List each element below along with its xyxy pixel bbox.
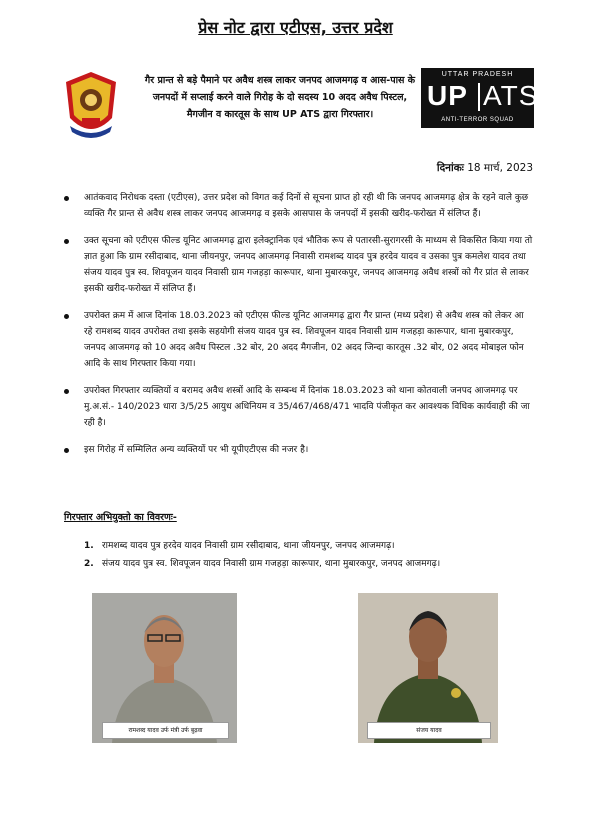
accused-number: 2.	[84, 559, 94, 569]
photo-caption: रामशब्द यादव उर्फ मंत्री उर्फ बुढ़वा	[102, 722, 229, 739]
person-photo-icon	[92, 593, 237, 743]
bullet-text: उक्त सूचना को एटीएस फील्ड यूनिट आजमगढ़ द्वारा इलेक्ट्रानिक एवं भौतिक रूप से पतारसी-सुरागरसी के माध्यम से विकसित किया गया तो ज्ञात हुआ कि ग्राम रसीदाबाद, थाना जीयनपुर, जनपद आजमगढ़ निवासी रामशब्द यादव पुत्र हरदेव यादव व उसका पुत्र कमलेश यादव तथा संजय यादव पुत्र स्व. शिवपूजन यादव निवासी ग्राम गजहड़ा कारूपार, थाना मुबारकपुर, जनपद आजमगढ़ अवैध शस्त्रों को गैर प्रांत से लाकर इसकी खरीद-फरोख्त में संलिप्त हैं।	[84, 236, 533, 294]
accused-photo-2	[358, 593, 498, 743]
bullet-text: आतंकवाद निरोधक दस्ता (एटीएस), उत्तर प्रदेश को विगत कई दिनों से सूचना प्राप्त हो रही थी कि जनपद आजमगढ़ क्षेत्र के रहने वाले कुछ व्यक्ति गैर प्रान्त से अवैध शस्त्र लाकर जनपद आजमगढ़ व इसके आसपास के जनपदों में इसकी खरीद-फरोख्त में संलिप्त हैं।	[84, 193, 529, 219]
bullet-dot-icon	[64, 389, 69, 394]
ats-logo-up-text: UP	[427, 80, 468, 111]
bullet-item	[64, 442, 534, 458]
accused-text: रामशब्द यादव पुत्र हरदेव यादव निवासी ग्राम रसीदाबाद, थाना जीयनपुर, जनपद आजमगढ़।	[102, 541, 395, 551]
ats-logo-ats-text: ATS	[483, 80, 539, 111]
date-label: दिनांकः	[436, 162, 464, 174]
date-line	[437, 161, 533, 175]
date-value: 18 मार्च, 2023	[467, 162, 533, 174]
bullet-text: इस गिरोह में सम्मिलित अन्य व्यक्तियों पर भी यूपीएटीएस की नजर है।	[84, 445, 309, 455]
accused-photo-1	[92, 593, 237, 743]
bullet-text: उपरोक्त गिरफ्तार व्यक्तियों व बरामद अवैध शस्त्रों आदि के सम्बन्ध में दिनांक 18.03.2023 को थाना कोतवाली जनपद आजमगढ़ पर मु.अ.सं.- 140/2023 धारा 3/5/25 आयुध अधिनियम व 35/467/468/471 भादवि पंजीकृत कर आवश्यक विधिक कार्यवाही की जा रही है।	[84, 386, 530, 428]
accused-item	[84, 538, 440, 554]
details-heading: गिरफ्तार अभियुक्तो का विवरणः-	[64, 512, 177, 523]
bullet-dot-icon	[64, 314, 69, 319]
bullet-item	[64, 383, 534, 431]
page-title: प्रेस नोट द्वारा एटीएस, उत्तर प्रदेश	[198, 18, 393, 37]
ats-logo-top-text: UTTAR PRADESH	[441, 71, 514, 78]
bullet-text: उपरोक्त क्रम में आज दिनांक 18.03.2023 को एटीएस फील्ड यूनिट आजमगढ़ द्वारा गैर प्रान्त (मध्य प्रदेश) से अवैध शस्त्र को लेकर आ रहे रामशब्द यादव उपरोक्त तथा इसके सहयोगी संजय यादव पुत्र स्व. शिवपूजन यादव निवासी ग्राम गजहड़ा कारूपार, थाना मुबारकपुर, जनपद आजमगढ़ को 10 अदद अवैध पिस्टल .32 बोर, 20 अदद मैगजीन, 02 अदद जिन्दा कारतूस .32 बोर, 02 अदद मोबाइल फोन आदि के साथ गिरफ्तार किया गया।	[84, 311, 524, 369]
bullet-dot-icon	[64, 196, 69, 201]
bullet-list	[64, 190, 534, 469]
bullet-dot-icon	[64, 448, 69, 453]
photo-caption: संजय यादव	[367, 722, 491, 739]
accused-list	[84, 538, 440, 574]
ats-logo-bottom-text: ANTI-TERROR SQUAD	[441, 117, 514, 123]
person-photo-icon	[358, 593, 498, 743]
ats-logo-divider	[478, 83, 480, 111]
bullet-item	[64, 233, 534, 297]
up-ats-logo	[421, 68, 539, 128]
bullet-item	[64, 308, 534, 372]
bullet-item	[64, 190, 534, 222]
up-police-emblem-icon	[60, 68, 122, 142]
accused-number: 1.	[84, 541, 94, 551]
accused-item	[84, 556, 440, 572]
accused-text: संजय यादव पुत्र स्व. शिवपूजन यादव निवासी ग्राम गजहड़ा कारूपार, थाना मुबारकपुर, जनपद आजमगढ़।	[102, 559, 441, 569]
headline: गैर प्रान्त से बड़े पैमाने पर अवैध शस्त्र लाकर जनपद आजमगढ़ व आस-पास के जनपदों में सप्लाई करने वाले गिरोह के दो सदस्य 10 अदद अवैध पिस्टल, मैगजीन व कारतूस के साथ UP ATS द्वारा गिरफ्तार।	[144, 75, 416, 120]
bullet-dot-icon	[64, 239, 69, 244]
